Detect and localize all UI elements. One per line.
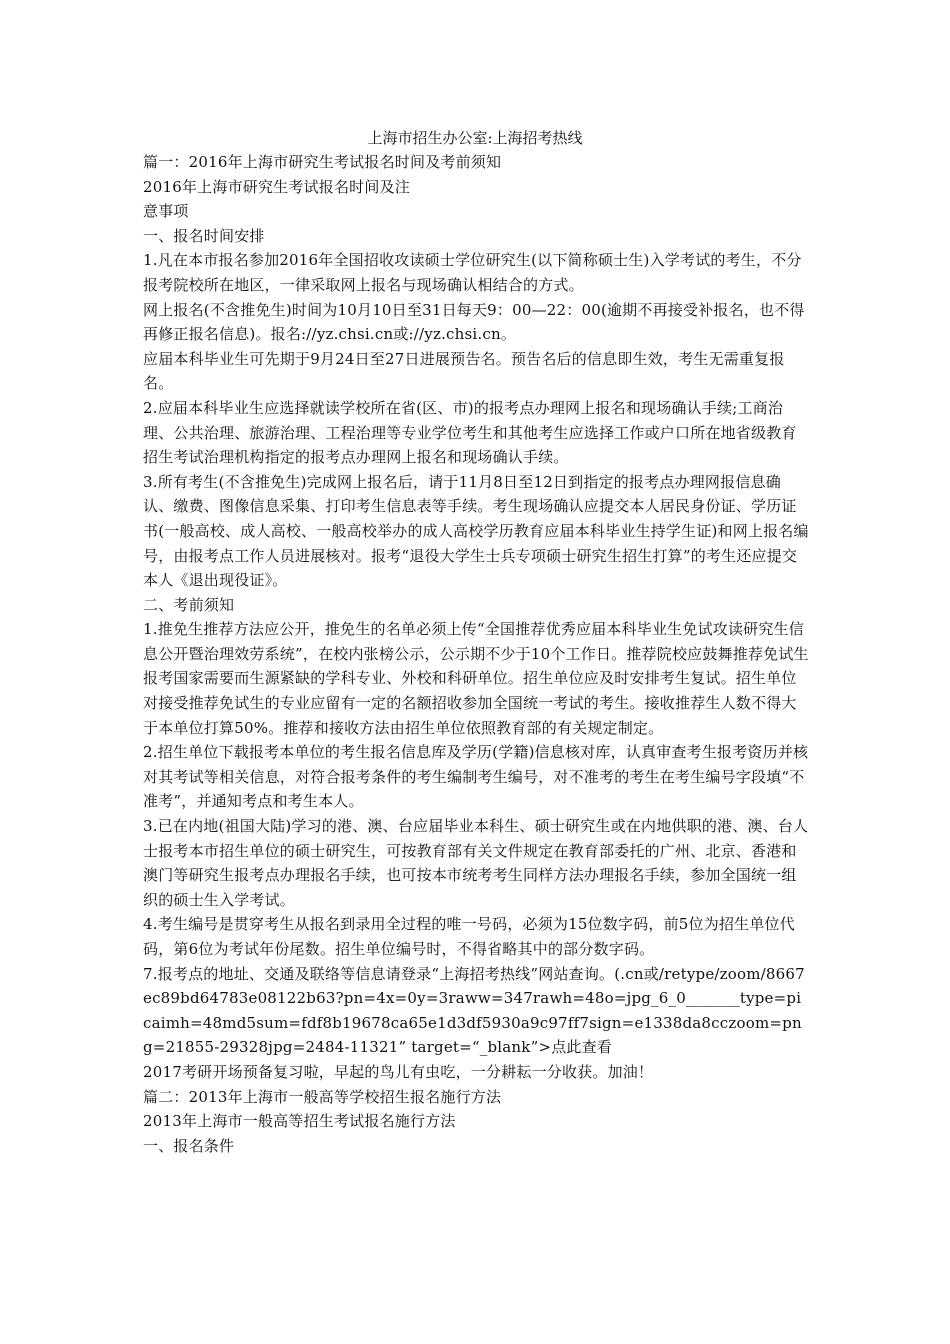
- section-heading: 一、报名条件: [143, 1136, 235, 1155]
- paragraph: 2.招生单位下载报考本单位的考生报名信息库及学历(学籍)信息核对库，认真审查考生报考资历并核对其考试等相关信息，对符合报考条件的考生编制考生编号，对不准考的考生在考生编号字段填“不准考”，并通知考点和考生本人。: [143, 743, 809, 811]
- paragraph: 7.报考点的地址、交通及联络等信息请登录“上海招考热线”网站查询。(.cn或/retype/zoom/8667ec89bd64783e08122b63?pn=4x=0y=3raww=347rawh=48o=jpg_6_0_______type=picaimh=48md5sum=fdf8b19678ca65e1d3df5930a9c97ff7sign=e1338da8cczoom=png=21855-29328jpg=2484-11321” target=“_blank”>点此查看: [143, 964, 805, 1057]
- paragraph: 意事项: [143, 202, 189, 221]
- paragraph: 2013年上海市一般高等招生考试报名施行方法: [143, 1112, 456, 1131]
- section-heading: 一、报名时间安排: [143, 226, 265, 245]
- paragraph: 篇一：2016年上海市研究生考试报名时间及考前须知: [143, 153, 502, 171]
- paragraph: 应届本科毕业生可先期于9月24日至27日进展预告名。预告名后的信息即生效，考生无需重复报名。: [143, 349, 785, 393]
- paragraph: 3.已在内地(祖国大陆)学习的港、澳、台应届毕业本科生、硕士研究生或在内地供职的港、澳、台人士报考本市招生单位的硕士研究生，可按教育部有关文件规定在教育部委托的广州、北京、香港和澳门等研究生报考点办理报名手续，也可按本市统考考生同样方法办理报名手续，参加全国统一组织的硕士生入学考试。: [143, 817, 809, 909]
- paragraph: 网上报名(不含推免生)时间为10月10日至31日每天9：00—22：00(逾期不再接受补报名，也不得再修正报名信息)。报名://yz.chsi.cn或://yz.chsi.cn。: [143, 300, 805, 344]
- paragraph: 篇二：2013年上海市一般高等学校招生报名施行方法: [143, 1087, 502, 1106]
- paragraph: 2017考研开场预备复习啦，早起的鸟儿有虫吃，一分耕耘一分收获。加油！: [143, 1062, 654, 1081]
- paragraph: 2.应届本科毕业生应选择就读学校所在省(区、市)的报考点办理网上报名和现场确认手续;工商治理、公共治理、旅游治理、工程治理等专业学位考生和其他考生应选择工作或户口所在地省级教育招生考试治理机构指定的报考点办理网上报名和现场确认手续。: [143, 398, 797, 467]
- paragraph: 3.所有考生(不含推免生)完成网上报名后，请于11月8日至12日到指定的报考点办理网报信息确认、缴费、图像信息采集、打印考生信息表等手续。考生现场确认应提交本人居民身份证、学历证书(一般高校、成人高校、一般高校举办的成人高校学历教育应届本科毕业生持学生证)和网上报名编号，由报考点工作人员进展核对。报考“退役大学生士兵专项硕士研究生招生打算”的考生还应提交本人《退出现役证》。: [143, 472, 809, 590]
- section-heading: 二、考前须知: [143, 595, 235, 614]
- paragraph: 2016年上海市研究生考试报名时间及注: [143, 177, 410, 196]
- paragraph: 1.凡在本市报名参加2016年全国招收攻读硕士学位研究生(以下简称硕士生)入学考试的考生，不分报考院校所在地区，一律采取网上报名与现场确认相结合的方式。: [143, 251, 802, 294]
- document-body: [143, 150, 809, 1158]
- paragraph: 4.考生编号是贯穿考生从报名到录用全过程的唯一号码，必须为15位数字码，前5位为招生单位代码，第6位为考试年份尾数。招生单位编号时，不得省略其中的部分数字码。: [143, 915, 795, 958]
- document-title: 上海市招生办公室:上海招考热线: [367, 129, 583, 147]
- paragraph: 1.推免生推荐方法应公开，推免生的名单必须上传“全国推荐优秀应届本科毕业生免试攻读研究生信息公开暨治理效劳系统”，在校内张榜公示，公示期不少于10个工作日。推荐院校应鼓舞推荐免试生报考国家需要而生源紧缺的学科专业、外校和科研单位。招生单位应及时安排考生复试。招生单位对接受推荐免试生的专业应留有一定的名额招收参加全国统一考试的考生。接收推荐生人数不得大于本单位打算50%。推荐和接收方法由招生单位依照教育部的有关规定制定。: [143, 620, 809, 737]
